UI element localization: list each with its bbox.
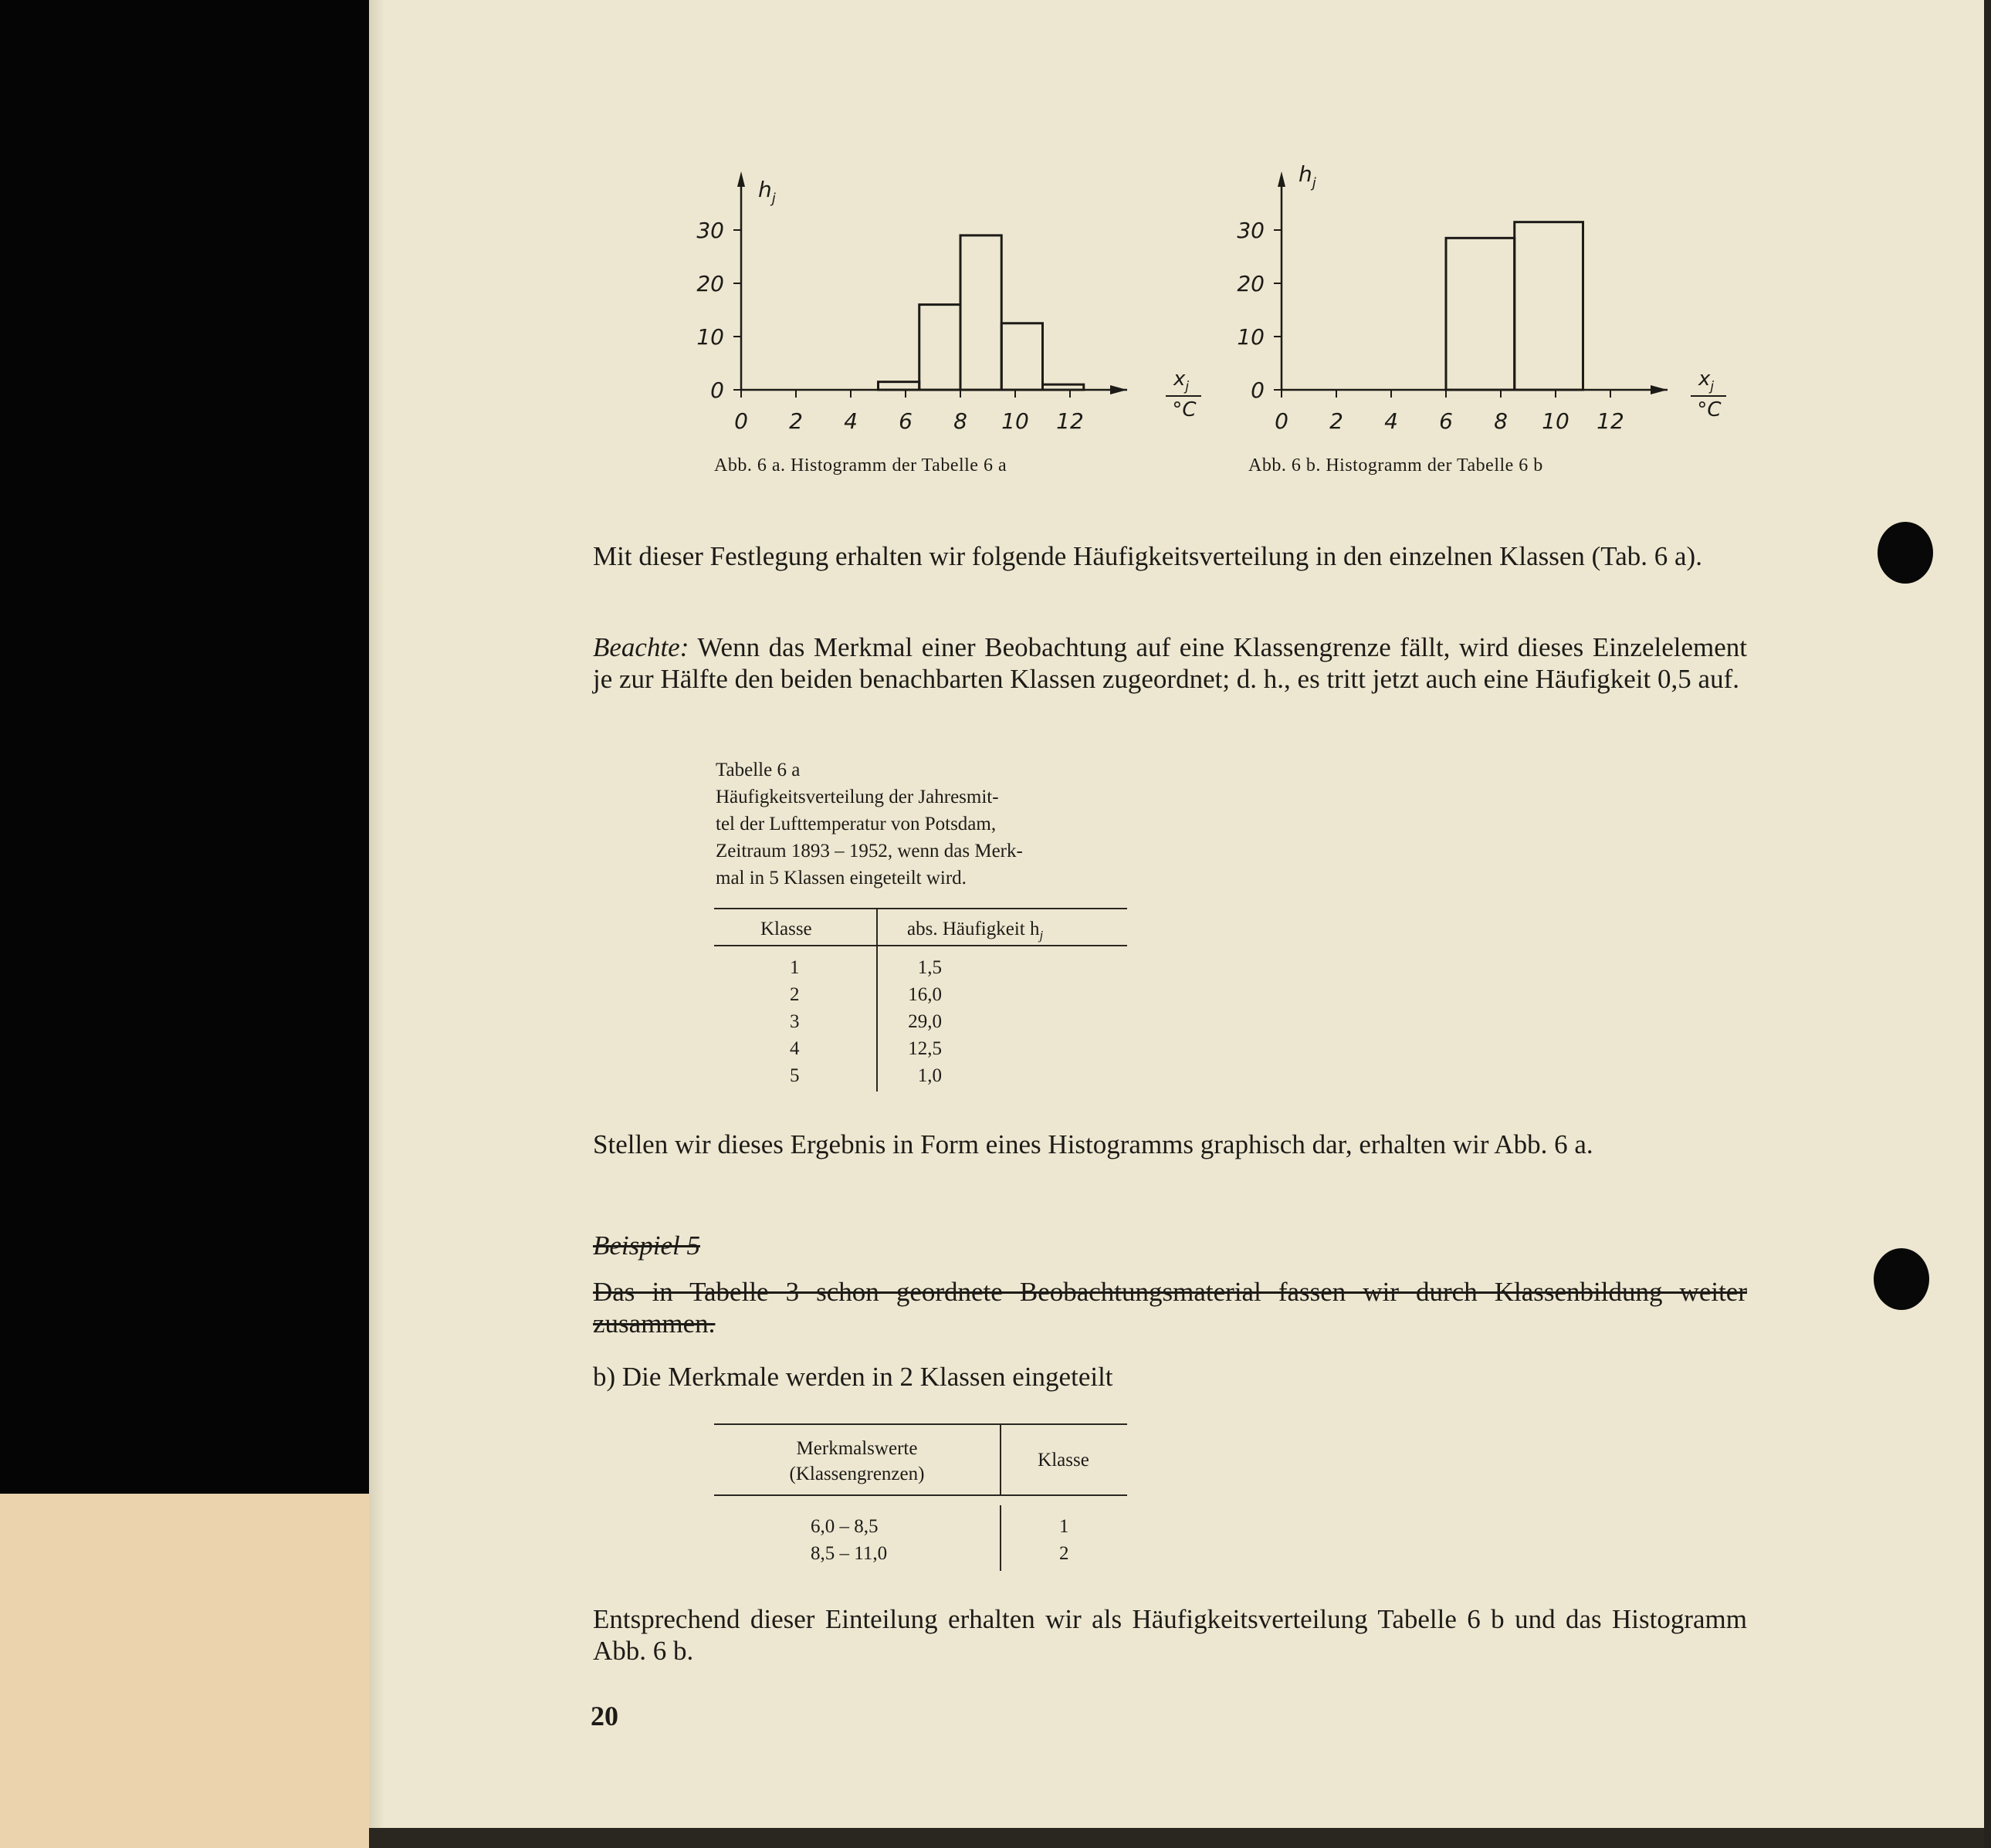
x-tick-label: 10 [1542,408,1569,434]
histogram-bar [919,305,960,390]
scan-underlay-strip [0,1494,369,1848]
table-cell-klasse: 5 [790,1065,800,1086]
y-tick-label: 20 [1237,271,1265,296]
x-tick-label: 4 [1384,408,1398,434]
table-cell-klasse: 3 [790,1011,800,1032]
table-6a-caption-line: mal in 5 Klassen eingeteilt wird. [716,868,967,888]
y-tick-label: 30 [1237,218,1265,243]
y-tick-label: 10 [1237,324,1265,350]
column-header-subscript: j [1039,928,1044,943]
table-cell-haeufigkeit: 29,0 [908,1011,942,1032]
x-axis-label-subscript: j [1185,379,1190,394]
x-tick-label: 2 [1329,408,1343,434]
y-axis-label: $h_j$ [758,177,776,207]
punch-hole-top [1878,522,1933,584]
table-cell-klasse: 2 [790,984,800,1005]
y-axis-label-subscript: j [771,191,776,207]
table-klassen [714,1420,1127,1575]
x-axis-label: $x_j$ [1173,367,1190,394]
table-cell-merkmalswerte: 8,5 – 11,0 [811,1543,888,1564]
table-cell-klasse: 1 [1059,1516,1069,1537]
beachte-label: Beachte: [593,632,689,662]
table-6a-caption-line: Häufigkeitsverteilung der Jahresmit- [716,787,999,807]
histogram-bar [1001,323,1042,390]
table-cell-klasse: 1 [790,957,800,978]
y-axis-arrow [737,171,745,187]
table-6a-caption-line: tel der Lufttemperatur von Potsdam, [716,814,997,834]
table-6a-caption [716,756,1133,892]
histogram-bar [1043,384,1084,390]
y-tick-label: 20 [696,271,724,296]
histogram-bar [879,382,919,390]
x-tick-label: 2 [789,408,803,434]
column-header-line: Merkmalswerte [796,1438,918,1459]
x-tick-label: 12 [1597,408,1624,434]
x-tick-label: 12 [1056,408,1084,434]
scan-dark-margin [0,0,386,1494]
x-axis-label: $x_j$ [1698,367,1715,394]
figure-caption-6a: Abb. 6 a. Histogramm der Tabelle 6 a [714,455,1007,476]
table-cell-haeufigkeit: 12,5 [908,1038,942,1059]
page-number: 20 [591,1701,618,1731]
y-axis-label-subscript: j [1312,175,1316,191]
table-divider [1000,1505,1001,1571]
column-header-line: (Klassengrenzen) [789,1464,925,1484]
x-axis-unit: °C [1697,398,1722,421]
scan-bottom-edge [369,1828,1991,1848]
paragraph-conclusion: Entsprechend dieser Einteilung erhalten wir als Häufigkeitsverteilung Tabelle 6 b und das Histogramm Abb. 6 b. [593,1604,1747,1666]
table-cell-haeufigkeit: 1,5 [917,957,942,978]
paragraph-beachte [593,631,1747,695]
x-tick-label: 10 [1001,408,1029,434]
y-tick-label: 30 [696,218,724,243]
page-edge-shadow [369,0,384,1848]
x-axis-label-subscript: j [1710,379,1715,394]
histogram-bar [960,235,1001,390]
x-tick-label: 0 [734,408,748,434]
example-heading: Beispiel 5 [593,1230,700,1261]
column-header-haeufigkeit [907,919,1043,943]
figure-caption-6b: Abb. 6 b. Histogramm der Tabelle 6 b [1248,455,1543,476]
column-header-merkmalswerte [714,1436,1000,1487]
x-tick-label: 4 [844,408,858,434]
paragraph-intro: Mit dieser Festlegung erhalten wir folgende Häufigkeitsverteilung in den einzelnen Klassen (Tab. 6 a). [593,541,1702,571]
y-tick-label: 0 [1251,377,1265,403]
x-axis-arrow [1651,385,1668,394]
column-header-haeufigkeit-text: abs. Häufigkeit h [907,919,1040,939]
paragraph-histogram: Stellen wir dieses Ergebnis in Form eines Histogramms graphisch dar, erhalten wir Abb. 6 a. [593,1129,1593,1159]
table-6a [714,903,1127,1104]
histogram-6a [672,154,1227,440]
histogram-bar [1515,222,1583,390]
table-rule [714,908,1127,909]
x-tick-label: 8 [1494,408,1508,434]
table-rule [714,945,1127,946]
table-6a-title: Tabelle 6 a [716,760,801,780]
column-header-klasse: Klasse [1038,1450,1089,1471]
punch-hole-bottom [1874,1248,1929,1310]
x-axis-unit: °C [1172,398,1197,421]
histogram-6b [1212,154,1768,440]
scan-right-edge [1984,0,1991,1848]
table-cell-haeufigkeit: 1,0 [917,1065,942,1086]
paragraph-struck: Das in Tabelle 3 schon geordnete Beobachtungsmaterial fassen wir durch Klassenbildung weiter zusammen. [593,1277,1747,1339]
y-tick-label: 0 [710,377,724,403]
x-tick-label: 8 [953,408,967,434]
x-tick-label: 0 [1275,408,1288,434]
table-divider [876,945,878,1062]
x-tick-label: 6 [899,408,913,434]
table-rule [714,1423,1127,1425]
table-6a-caption-line: Zeitraum 1893 – 1952, wenn das Merk- [716,841,1023,861]
table-divider [876,1062,878,1092]
table-cell-merkmalswerte: 6,0 – 8,5 [811,1516,879,1537]
beachte-text: Wenn das Merkmal einer Beobachtung auf eine Klassengrenze fällt, wird dieses Einzelelement je zur Hälfte den beiden benachbarten Klassen zugeordnet; d. h., es tritt jetzt auch eine Häufigkeit 0,5 auf. [593,632,1747,694]
y-axis-label: $h_j$ [1299,161,1316,191]
table-cell-klasse: 4 [790,1038,800,1059]
table-cell-haeufigkeit: 16,0 [908,984,942,1005]
y-tick-label: 10 [696,324,724,350]
y-axis-arrow [1278,171,1285,187]
histogram-bar [1446,238,1515,390]
x-tick-label: 6 [1439,408,1453,434]
column-header-klasse: Klasse [760,919,812,939]
x-axis-arrow [1110,385,1127,394]
table-cell-klasse: 2 [1059,1543,1069,1564]
table-rule [714,1494,1127,1496]
paragraph-b: b) Die Merkmale werden in 2 Klassen eingeteilt [593,1362,1113,1392]
